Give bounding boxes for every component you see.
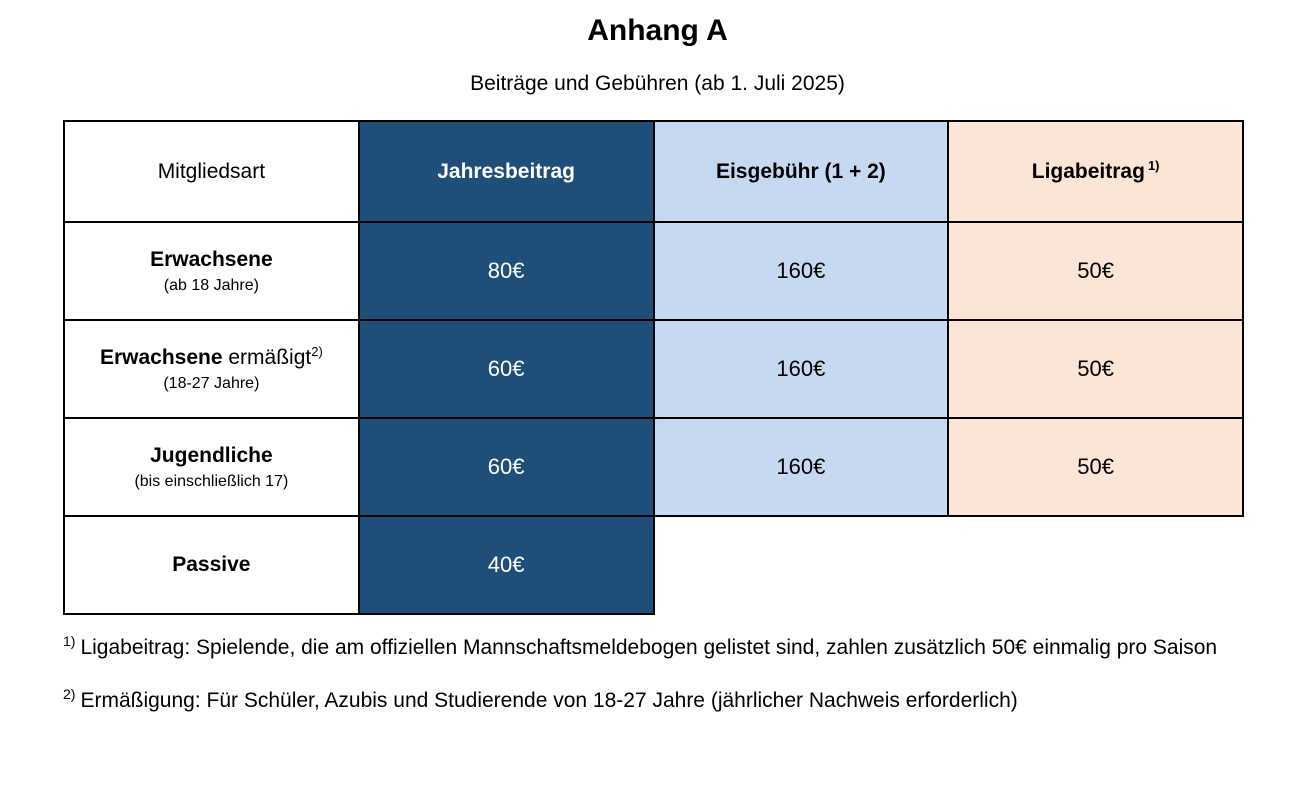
eisgebuehr-cell: 160€	[654, 418, 949, 516]
member-type-subtext: (bis einschließlich 17)	[134, 472, 289, 490]
footnote-marker: 1)	[63, 633, 76, 649]
eisgebuehr-cell	[654, 516, 949, 614]
table-row	[64, 418, 1243, 516]
header-eisgebuehr	[654, 121, 949, 222]
member-type-name	[65, 343, 358, 370]
page-subtitle: Beiträge und Gebühren (ab 1. Juli 2025)	[470, 72, 845, 95]
jahresbeitrag-cell: 60€	[359, 320, 654, 418]
table-row	[64, 222, 1243, 320]
member-type-cell	[64, 516, 359, 614]
ligabeitrag-cell: 50€	[948, 418, 1243, 516]
fees-table	[63, 120, 1244, 615]
member-type-name	[65, 444, 358, 468]
member-type-name	[65, 248, 358, 272]
header-ligabeitrag	[948, 121, 1243, 222]
header-jahresbeitrag	[359, 121, 654, 222]
ligabeitrag-cell	[948, 516, 1243, 614]
member-type-name-bold: Erwachsene	[150, 247, 273, 271]
member-type-cell	[64, 418, 359, 516]
member-type-cell	[64, 320, 359, 418]
jahresbeitrag-cell: 40€	[359, 516, 654, 614]
member-type-subtext: (18-27 Jahre)	[163, 374, 260, 392]
eisgebuehr-cell: 160€	[654, 222, 949, 320]
header-ligabeitrag-label: Ligabeitrag	[1031, 159, 1145, 183]
member-type-cell	[64, 222, 359, 320]
footnote	[63, 625, 1223, 670]
member-type-name-bold: Passive	[172, 553, 251, 576]
document-page	[0, 14, 1315, 723]
header-mitgliedsart-label: Mitgliedsart	[157, 159, 266, 183]
member-type-subtext: (ab 18 Jahre)	[163, 276, 259, 294]
member-type-name-bold: Erwachsene	[99, 345, 223, 369]
jahresbeitrag-cell: 60€	[359, 418, 654, 516]
fees-table-body	[64, 222, 1243, 614]
fees-table-header	[64, 121, 1243, 222]
member-type-footnote-marker: 2)	[311, 343, 323, 359]
header-row	[64, 121, 1243, 222]
header-jahresbeitrag-label: Jahresbeitrag	[437, 159, 575, 183]
footnote	[63, 678, 1223, 723]
footnote-text: Ligabeitrag: Spielende, die am offiziellen Mannschaftsmeldebogen gelistet sind, zahlen zusätzlich 50€ einmalig pro Saison	[80, 636, 1218, 659]
page-title: Anhang A	[587, 14, 728, 47]
ligabeitrag-cell: 50€	[948, 222, 1243, 320]
member-type-name-regular: ermäßigt	[222, 345, 312, 369]
member-type-name-bold: Jugendliche	[150, 443, 273, 467]
ligabeitrag-cell: 50€	[948, 320, 1243, 418]
header-ligabeitrag-footnote-marker: 1)	[1147, 157, 1160, 173]
eisgebuehr-cell: 160€	[654, 320, 949, 418]
table-row	[64, 516, 1243, 614]
header-mitgliedsart	[64, 121, 359, 222]
jahresbeitrag-cell: 80€	[359, 222, 654, 320]
member-type-name	[65, 553, 358, 577]
footnote-text: Ermäßigung: Für Schüler, Azubis und Studierende von 18-27 Jahre (jährlicher Nachweis erforderlich)	[80, 689, 1018, 713]
footnote-marker: 2)	[63, 686, 76, 703]
header-eisgebuehr-label: Eisgebühr (1 + 2)	[715, 159, 886, 183]
table-row	[64, 320, 1243, 418]
footnotes	[63, 625, 1223, 723]
